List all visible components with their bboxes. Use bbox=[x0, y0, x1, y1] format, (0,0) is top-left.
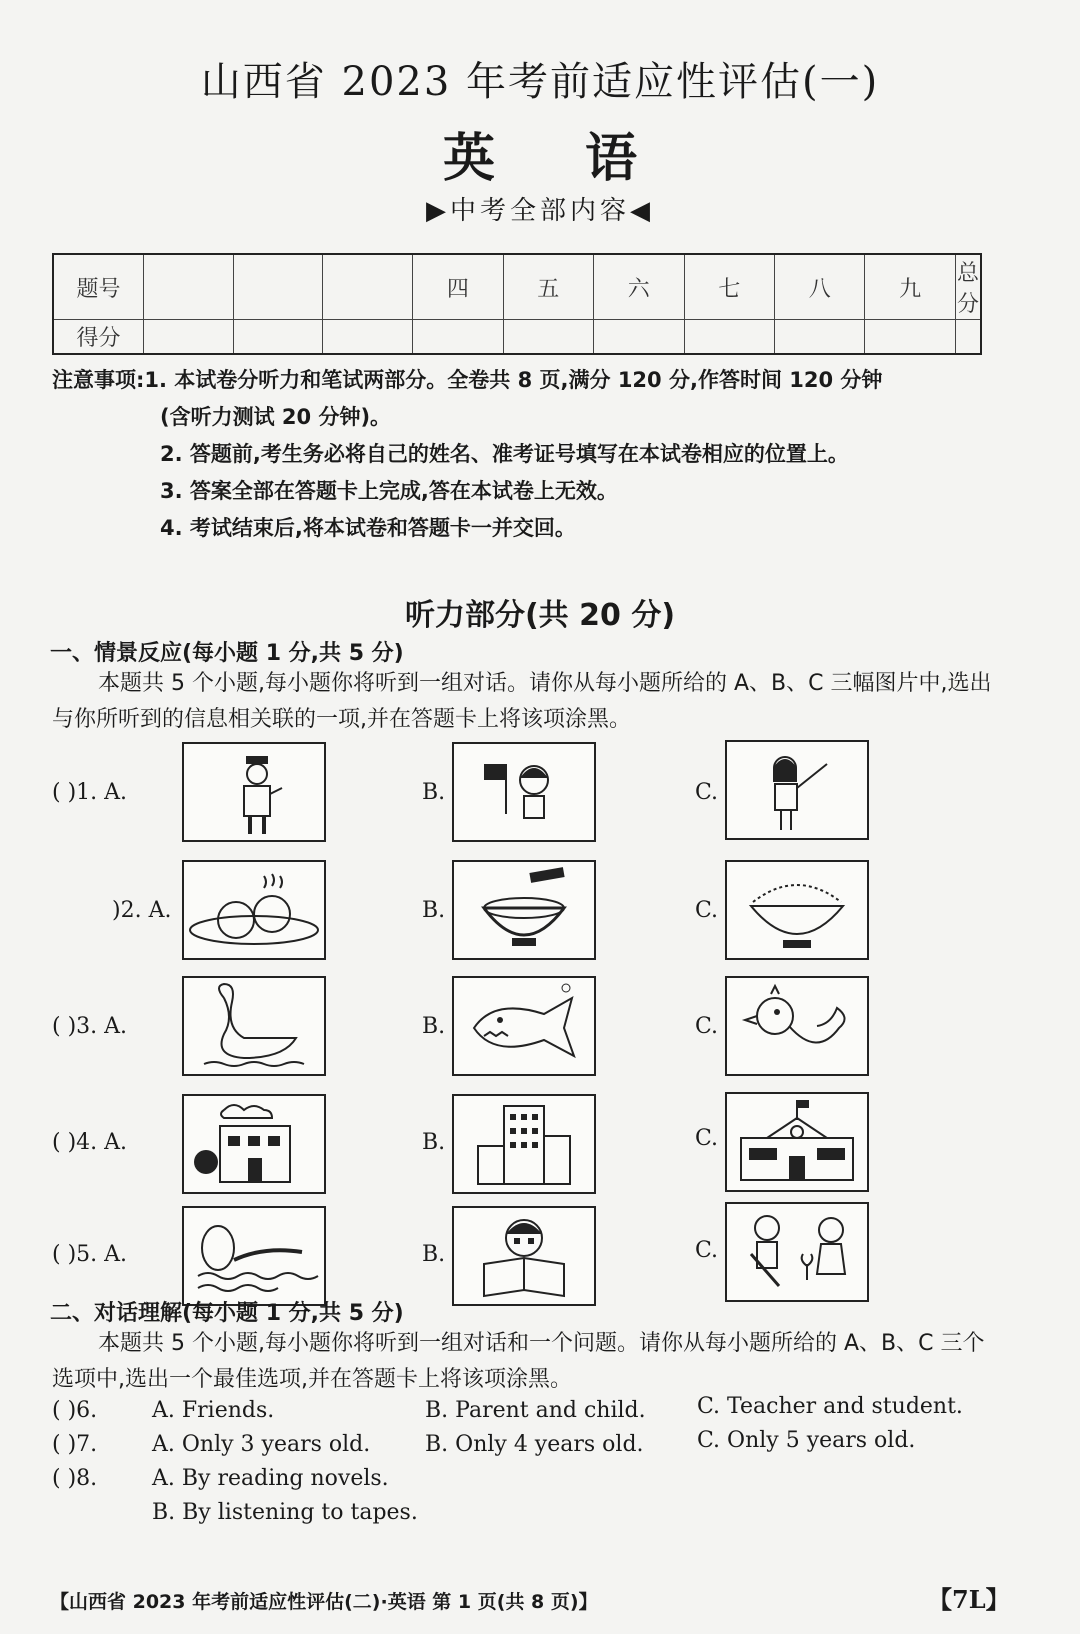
note-4: 4. 考试结束后,将本试卷和答题卡一并交回。 bbox=[160, 516, 576, 540]
score-input-cell[interactable] bbox=[413, 320, 503, 355]
score-cell: 五 bbox=[503, 254, 593, 320]
exam-notes bbox=[52, 362, 1012, 547]
section-2-instruction: 本题共 5 个小题,每小题你将听到一组对话和一个问题。请你从每小题所给的 A、B、C 三个选项中,选出一个最佳选项,并在答题卡上将该项涂黑。 bbox=[52, 1331, 985, 1392]
school-icon bbox=[727, 1094, 867, 1190]
noodle-bowl-icon bbox=[454, 862, 594, 958]
q4-option-b-image[interactable] bbox=[452, 1094, 596, 1194]
q7-option-c[interactable]: C. Only 5 years old. bbox=[697, 1428, 916, 1453]
q7-option-b[interactable]: B. Only 4 years old. bbox=[425, 1432, 644, 1457]
score-input-cell[interactable] bbox=[233, 320, 323, 355]
rice-bowl-icon bbox=[727, 862, 867, 958]
q3-option-b-image[interactable] bbox=[452, 976, 596, 1076]
q1-option-c-image[interactable] bbox=[725, 740, 869, 840]
swimming-icon bbox=[184, 1208, 324, 1304]
score-input-cell[interactable] bbox=[955, 320, 981, 355]
q5-c-label: C. bbox=[695, 1238, 719, 1263]
q8-option-b[interactable]: B. By listening to tapes. bbox=[152, 1500, 418, 1525]
score-cell bbox=[233, 254, 323, 320]
q4-b-label: B. bbox=[422, 1130, 446, 1155]
q7-option-a[interactable]: A. Only 3 years old. bbox=[152, 1432, 371, 1457]
q6-option-b[interactable]: B. Parent and child. bbox=[425, 1398, 646, 1423]
q2-b-label: B. bbox=[422, 898, 446, 923]
q5-option-a-image[interactable] bbox=[182, 1206, 326, 1306]
planting-icon bbox=[727, 1204, 867, 1300]
q1-b-label: B. bbox=[422, 780, 446, 805]
q2-label: )2. A. bbox=[112, 898, 172, 923]
teacher-icon bbox=[727, 742, 867, 838]
score-table-score-row bbox=[53, 320, 981, 355]
q1-option-a-image[interactable] bbox=[182, 742, 326, 842]
score-input-cell[interactable] bbox=[503, 320, 593, 355]
score-input-cell[interactable] bbox=[865, 320, 955, 355]
q4-option-a-image[interactable] bbox=[182, 1094, 326, 1194]
subject-title: 英语 bbox=[442, 128, 727, 189]
score-cell: 七 bbox=[684, 254, 774, 320]
q6-number: ( )6. bbox=[52, 1398, 98, 1423]
shark-icon bbox=[454, 978, 594, 1074]
note-1-cont: (含听力测试 20 分钟)。 bbox=[160, 405, 392, 429]
q1-option-b-image[interactable] bbox=[452, 742, 596, 842]
q8-option-a[interactable]: A. By reading novels. bbox=[152, 1466, 389, 1491]
q2-option-a-image[interactable] bbox=[182, 860, 326, 960]
doctor-icon bbox=[184, 744, 324, 840]
q8-number: ( )8. bbox=[52, 1466, 98, 1491]
score-cell bbox=[143, 254, 233, 320]
exam-title: 山西省 2023 年考前适应性评估(一) bbox=[200, 59, 880, 105]
q5-b-label: B. bbox=[422, 1242, 446, 1267]
q5-option-c-image[interactable] bbox=[725, 1202, 869, 1302]
score-input-cell[interactable] bbox=[684, 320, 774, 355]
house-icon bbox=[184, 1096, 324, 1192]
q7-number: ( )7. bbox=[52, 1432, 98, 1457]
q1-label: ( )1. A. bbox=[52, 780, 128, 805]
q1-c-label: C. bbox=[695, 780, 719, 805]
score-cell: 九 bbox=[865, 254, 955, 320]
note-2: 2. 答题前,考生务必将自己的姓名、准考证号填写在本试卷相应的位置上。 bbox=[160, 442, 849, 466]
q3-label: ( )3. A. bbox=[52, 1014, 128, 1039]
score-input-cell[interactable] bbox=[323, 320, 413, 355]
score-cell: 题号 bbox=[53, 254, 143, 320]
score-table bbox=[52, 253, 982, 355]
page-footer: 【山西省 2023 年考前适应性评估(二)·英语 第 1 页(共 8 页)】 bbox=[50, 1591, 598, 1613]
steamed-buns-icon bbox=[184, 862, 324, 958]
q3-option-c-image[interactable] bbox=[725, 976, 869, 1076]
score-cell: 六 bbox=[594, 254, 684, 320]
section-1-title: 一、情景反应(每小题 1 分,共 5 分) bbox=[50, 641, 404, 666]
score-input-cell[interactable] bbox=[594, 320, 684, 355]
score-cell bbox=[323, 254, 413, 320]
score-row-label: 得分 bbox=[53, 320, 143, 355]
student-flag-icon bbox=[454, 744, 594, 840]
q5-option-b-image[interactable] bbox=[452, 1206, 596, 1306]
section-1-instruction: 本题共 5 个小题,每小题你将听到一组对话。请你从每小题所给的 A、B、C 三幅图片中,选出与你所听到的信息相关联的一项,并在答题卡上将该项涂黑。 bbox=[52, 671, 992, 732]
q6-option-c[interactable]: C. Teacher and student. bbox=[697, 1394, 963, 1419]
q2-option-b-image[interactable] bbox=[452, 860, 596, 960]
listening-heading: 听力部分(共 20 分) bbox=[404, 598, 676, 633]
score-cell: 八 bbox=[774, 254, 864, 320]
section-2-title: 二、对话理解(每小题 1 分,共 5 分) bbox=[50, 1301, 404, 1326]
score-input-cell[interactable] bbox=[143, 320, 233, 355]
q4-c-label: C. bbox=[695, 1126, 719, 1151]
swan-icon bbox=[184, 978, 324, 1074]
q2-option-c-image[interactable] bbox=[725, 860, 869, 960]
note-1: 注意事项:1. 本试卷分听力和笔试两部分。全卷共 8 页,满分 120 分,作答时间 120 分钟 bbox=[52, 368, 883, 392]
exam-scope: ▶中考全部内容◀ bbox=[426, 196, 654, 226]
q2-c-label: C. bbox=[695, 898, 719, 923]
q3-b-label: B. bbox=[422, 1014, 446, 1039]
reading-icon bbox=[454, 1208, 594, 1304]
note-3: 3. 答案全部在答题卡上完成,答在本试卷上无效。 bbox=[160, 479, 618, 503]
q5-label: ( )5. A. bbox=[52, 1242, 128, 1267]
paper-code: 【7L】 bbox=[928, 1585, 1010, 1614]
score-cell: 四 bbox=[413, 254, 503, 320]
score-input-cell[interactable] bbox=[774, 320, 864, 355]
q4-option-c-image[interactable] bbox=[725, 1092, 869, 1192]
q3-option-a-image[interactable] bbox=[182, 976, 326, 1076]
q3-c-label: C. bbox=[695, 1014, 719, 1039]
q6-option-a[interactable]: A. Friends. bbox=[152, 1398, 275, 1423]
tall-building-icon bbox=[454, 1096, 594, 1192]
q4-label: ( )4. A. bbox=[52, 1130, 128, 1155]
score-table-header-row bbox=[53, 254, 981, 320]
bird-icon bbox=[727, 978, 867, 1074]
score-cell: 总分 bbox=[955, 254, 981, 320]
